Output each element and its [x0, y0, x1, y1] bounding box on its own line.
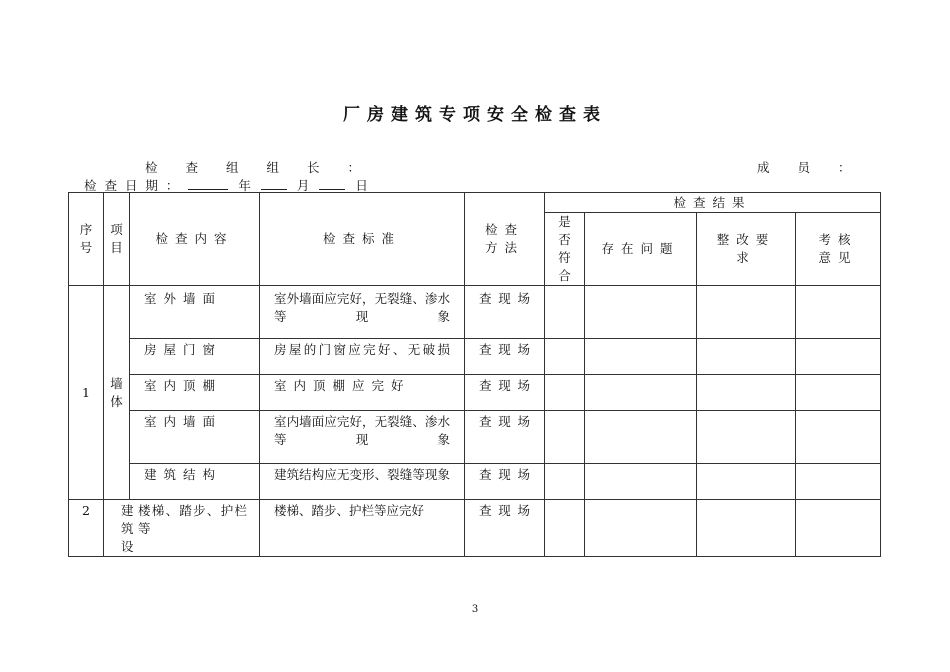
header-opinion: 考核意见 [796, 213, 881, 286]
row-seq: 1 [69, 286, 104, 500]
day-blank[interactable] [319, 179, 345, 190]
check-standard: 房屋的门窗应完好、无破损 [260, 339, 465, 375]
day-label: 日 [355, 178, 368, 193]
conform-cell[interactable] [545, 464, 585, 500]
check-standard: 室内墙面应完好，无裂缝、渗水等现象 [260, 411, 465, 464]
rectify-cell[interactable] [697, 464, 796, 500]
opinion-cell[interactable] [796, 375, 881, 411]
header-item: 项目 [104, 193, 130, 286]
problem-cell[interactable] [585, 339, 697, 375]
group-leader-label: 检 查 组 组 长 ： [145, 160, 362, 175]
check-method: 查现场 [465, 464, 545, 500]
row-seq: 2 [69, 500, 104, 557]
table-row [69, 286, 881, 339]
opinion-cell[interactable] [796, 286, 881, 339]
check-standard: 室内顶棚应完好 [260, 375, 465, 411]
check-method: 查现场 [465, 375, 545, 411]
inspection-table [68, 192, 881, 557]
check-date-label: 检 查 日 期 ： [84, 178, 181, 193]
row-item-and-content [104, 500, 260, 557]
problem-cell[interactable] [585, 375, 697, 411]
rectify-cell[interactable] [697, 286, 796, 339]
rectify-cell[interactable] [697, 339, 796, 375]
check-content: 房屋门窗 [130, 339, 260, 375]
conform-cell[interactable] [545, 411, 585, 464]
rectify-cell[interactable] [697, 500, 796, 557]
check-method: 查现场 [465, 339, 545, 375]
check-method: 查现场 [465, 286, 545, 339]
check-method: 查现场 [465, 500, 545, 557]
check-method: 查现场 [465, 411, 545, 464]
opinion-cell[interactable] [796, 411, 881, 464]
table-row [69, 500, 881, 557]
problem-cell[interactable] [585, 464, 697, 500]
check-content: 室内墙面 [130, 411, 260, 464]
page-number: 3 [471, 604, 479, 615]
check-standard: 建筑结构应无变形、裂缝等现象 [260, 464, 465, 500]
opinion-cell[interactable] [796, 464, 881, 500]
rectify-cell[interactable] [697, 375, 796, 411]
opinion-cell[interactable] [796, 500, 881, 557]
problem-cell[interactable] [585, 500, 697, 557]
conform-cell[interactable] [545, 375, 585, 411]
check-content: 建筑结构 [130, 464, 260, 500]
opinion-cell[interactable] [796, 339, 881, 375]
page-title: 厂房建筑专项安全检查表 [343, 105, 607, 125]
header-rectify: 整改要求 [697, 213, 796, 286]
header-conform: 是否符合 [545, 213, 585, 286]
check-standard: 楼梯、踏步、护栏等应完好 [260, 500, 465, 557]
header-standard: 检查标准 [260, 193, 465, 286]
row-item: 墙体 [104, 286, 130, 500]
problem-cell[interactable] [585, 411, 697, 464]
table-row [69, 464, 881, 500]
check-content: 楼梯、踏步、护栏等 [138, 503, 247, 536]
check-content: 室内顶棚 [130, 375, 260, 411]
table-row [69, 339, 881, 375]
header-method: 检查方法 [465, 193, 545, 286]
header-content: 检查内容 [130, 193, 260, 286]
check-content: 室外墙面 [130, 286, 260, 339]
conform-cell[interactable] [545, 500, 585, 557]
header-problem: 存在问题 [585, 213, 697, 286]
table-row [69, 411, 881, 464]
header-result: 检查结果 [545, 193, 881, 213]
conform-cell[interactable] [545, 286, 585, 339]
problem-cell[interactable] [585, 286, 697, 339]
year-label: 年 [238, 178, 251, 193]
month-blank[interactable] [261, 179, 287, 190]
month-label: 月 [296, 178, 310, 193]
table-row [69, 375, 881, 411]
members-label: 成 员 ： [757, 160, 852, 175]
header-seq: 序号 [69, 193, 104, 286]
rectify-cell[interactable] [697, 411, 796, 464]
conform-cell[interactable] [545, 339, 585, 375]
row-item: 建筑设 [121, 503, 134, 554]
check-standard: 室外墙面应完好，无裂缝、渗水等现象 [260, 286, 465, 339]
year-blank[interactable] [188, 179, 228, 190]
